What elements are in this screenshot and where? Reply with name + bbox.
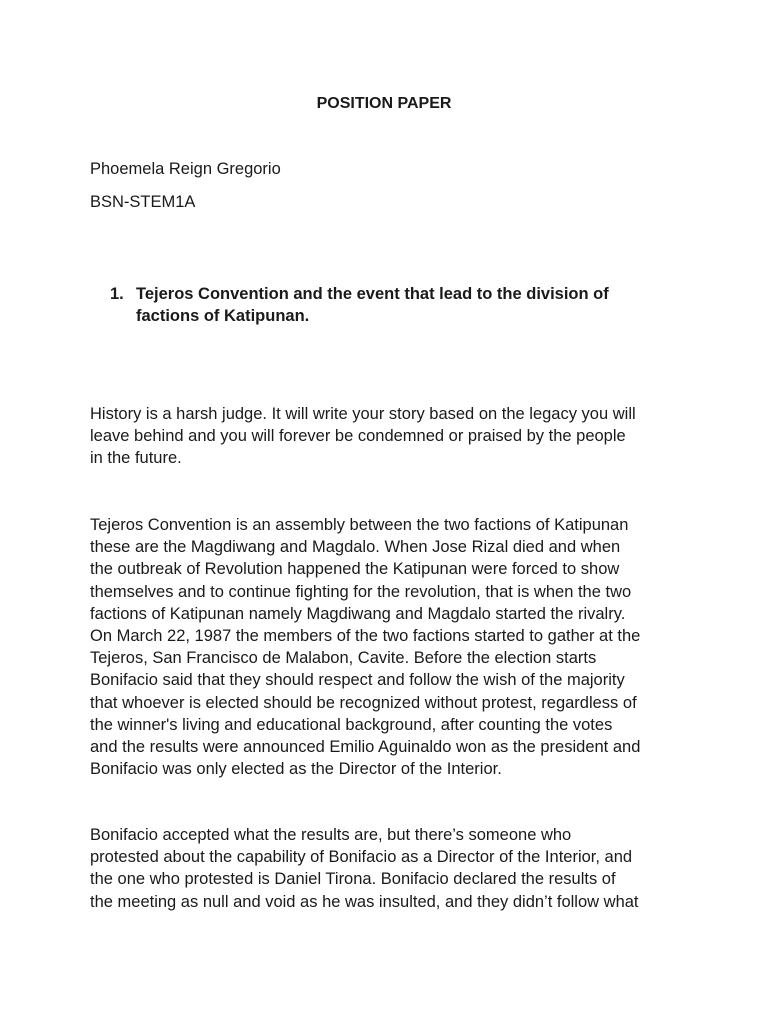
heading-text: Tejeros Convention and the event that lead to the division of factions of Katipunan.	[136, 285, 609, 325]
author-name: Phoemela Reign Gregorio	[90, 160, 281, 178]
numbered-heading	[110, 283, 670, 327]
paragraph-3: Bonifacio accepted what the results are, but there’s someone who protested about the capability of Bonifacio as a Director of the Interior, and the one who protested is Daniel Tirona. Bonifacio declared the results of the meeting as null and void as he was insulted, and they didn’t follow what	[90, 826, 639, 911]
list-number: 1.	[110, 285, 124, 303]
paragraph-2: Tejeros Convention is an assembly between the two factions of Katipunan these are the Magdiwang and Magdalo. When Jose Rizal died and when the outbreak of Revolution happened the Katipunan were forced to show themselves and to continue fighting for the revolution, that is when the two factions of Katipunan namely Magdiwang and Magdalo started the rivalry. On March 22, 1987 the members of the two factions started to gather at the Tejeros, San Francisco de Malabon, Cavite. Before the election starts Bonifacio said that they should respect and follow the wish of the majority that whoever is elected should be recognized without protest, regardless of the winner's living and educational background, after counting the votes and the results were announced Emilio Aguinaldo won as the president and Bonifacio was only elected as the Director of the Interior.	[90, 516, 641, 779]
paragraph-1: History is a harsh judge. It will write your story based on the legacy you will leave behind and you will forever be condemned or praised by the people in the future.	[90, 405, 636, 468]
document-title: POSITION PAPER	[316, 95, 452, 112]
course-section: BSN-STEM1A	[90, 193, 196, 211]
